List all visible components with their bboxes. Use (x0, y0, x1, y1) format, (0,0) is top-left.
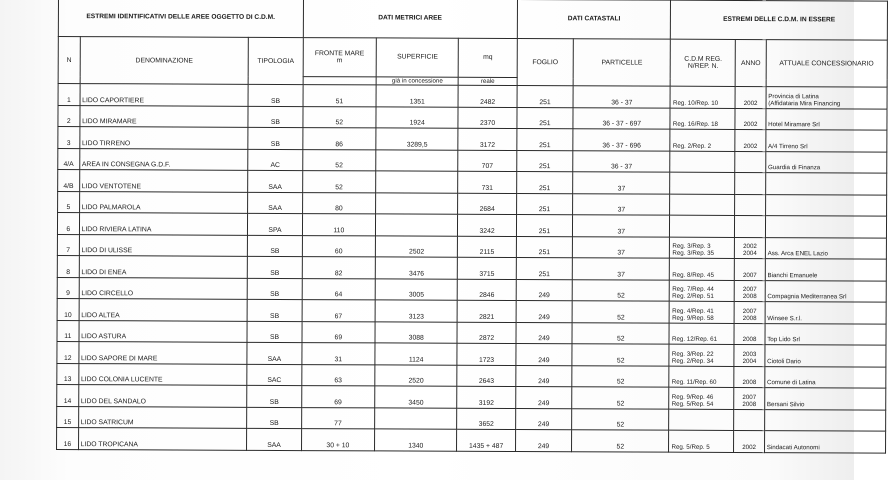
row-cdm-line: Reg. 2/Rep. 2 (672, 142, 712, 150)
row-denominazione: LIDO MIRAMARE (80, 106, 249, 128)
row-concessionario-line: Top Lido Srl (767, 336, 800, 344)
row-cdm (669, 323, 734, 345)
row-superficie-gia: 3088 (375, 322, 457, 344)
row-foglio: 249 (515, 430, 571, 452)
row-cdm (670, 280, 735, 302)
row-anno-line: 2008 (742, 400, 757, 408)
row-superficie-gia (375, 408, 457, 430)
row-denominazione: LIDO DI ULISSE (79, 235, 248, 257)
row-foglio: 251 (517, 107, 573, 129)
row-number: 11 (57, 320, 79, 342)
row-anno (735, 173, 765, 195)
row-anno (735, 259, 765, 281)
row-particelle: 52 (572, 301, 669, 323)
row-superficie-reale: 3652 (457, 408, 516, 430)
row-cdm-line: Reg. 2/Rep. 51 (672, 293, 714, 301)
row-tipologia: SB (248, 257, 302, 279)
row-cdm (670, 173, 735, 195)
row-particelle: 36 - 37 - 696 (573, 129, 670, 151)
row-cdm-line (672, 229, 732, 236)
row-denominazione: LIDO TROPICANA (78, 428, 247, 450)
row-denominazione: LIDO ASTURA (79, 320, 248, 342)
row-tipologia: SAA (247, 343, 301, 365)
row-particelle: 36 - 37 - 697 (573, 108, 670, 130)
col-tipologia-header: TIPOLOGIA (249, 37, 303, 85)
row-fronte-mare: 31 (301, 343, 375, 365)
row-cdm-line (673, 207, 733, 214)
group-metrici-header: DATI METRICI AREE (303, 0, 517, 39)
row-concessionario (766, 130, 887, 152)
row-superficie-gia: 3450 (375, 386, 457, 408)
row-anno-line: 2007 (742, 307, 757, 315)
row-cdm-line: Reg. 11/Rep. 60 (671, 379, 717, 387)
row-anno (735, 216, 765, 238)
row-number: 1 (58, 84, 80, 106)
row-anno (734, 302, 764, 324)
row-anno (734, 388, 764, 410)
row-superficie-gia: 2520 (375, 365, 457, 387)
row-anno (735, 280, 765, 302)
row-anno-line (737, 207, 762, 214)
row-number: 12 (57, 342, 79, 364)
row-foglio: 249 (515, 408, 571, 430)
col-gia-concessione-header: già in concessione (376, 77, 458, 86)
row-number: 9 (57, 277, 79, 299)
row-anno-line: 2004 (742, 357, 757, 365)
group-catastali-header: DATI CATASTALI (517, 0, 671, 39)
row-cdm (670, 130, 735, 152)
row-tipologia: SB (248, 85, 302, 107)
row-foglio: 249 (516, 344, 572, 366)
row-fronte-mare: 60 (302, 235, 376, 257)
row-fronte-mare: 82 (302, 257, 376, 279)
col-fronte-mare-header (303, 38, 377, 77)
row-cdm (670, 108, 735, 130)
row-concessionario-line (768, 229, 884, 237)
row-concessionario (765, 216, 886, 238)
row-foglio: 251 (516, 215, 572, 237)
row-fronte-mare: 63 (301, 364, 375, 386)
row-anno-line: 2008 (742, 336, 757, 344)
row-anno (734, 409, 764, 431)
table-body (57, 84, 888, 453)
row-superficie-gia: 1124 (375, 343, 457, 365)
row-particelle: 52 (572, 366, 669, 388)
col-anno-header: ANNO (736, 39, 767, 87)
row-anno-line (738, 164, 763, 171)
row-tipologia: SAA (247, 429, 301, 451)
row-number: 16 (57, 428, 79, 450)
row-tipologia: AC (248, 149, 302, 171)
row-superficie-reale: 3172 (458, 129, 517, 151)
row-concessionario-line: A/4 Tirreno Srl (768, 143, 808, 151)
row-anno-line: 2003 (742, 350, 757, 358)
col-foglio-header: FOGLIO (517, 39, 573, 87)
row-tipologia: SB (248, 300, 302, 322)
row-number: 14 (57, 385, 79, 407)
row-number: 13 (57, 363, 79, 385)
row-superficie-gia: 1351 (376, 85, 458, 107)
row-tipologia: SB (248, 128, 302, 150)
row-anno (734, 366, 764, 388)
row-foglio: 251 (516, 193, 572, 215)
row-anno (734, 323, 764, 345)
row-superficie-reale: 3715 (458, 258, 517, 280)
row-number: 7 (57, 234, 79, 256)
row-cdm-line: Reg. 8/Rep. 45 (672, 271, 714, 279)
row-anno-line (737, 229, 762, 236)
row-anno-line (738, 186, 763, 193)
row-anno (735, 151, 765, 173)
group-identificativi-header: ESTREMI IDENTIFICATIVI DELLE AREE OGGETTO DI C.D.M. (58, 0, 303, 38)
row-tipologia: SB (247, 321, 301, 343)
row-fronte-mare: 86 (302, 128, 376, 150)
row-foglio: 251 (517, 150, 573, 172)
row-concessionario (764, 388, 885, 410)
row-anno (735, 194, 765, 216)
row-particelle: 52 (572, 344, 669, 366)
row-cdm (670, 259, 735, 281)
row-denominazione: LIDO SATRICUM (78, 406, 247, 428)
row-fronte-mare: 77 (301, 407, 375, 429)
row-fronte-mare: 69 (301, 386, 375, 408)
row-tipologia: SAA (248, 171, 302, 193)
row-concessionario-line: Comune di Latina (767, 379, 816, 387)
row-concessionario-line: Bersani Silvio (766, 401, 805, 409)
row-anno-line: 2002 (743, 99, 758, 107)
row-concessionario (766, 108, 887, 130)
row-cdm-line: Reg. 12/Rep. 61 (671, 336, 718, 344)
row-superficie-reale: 2370 (458, 107, 517, 129)
row-anno-line: 2007 (742, 286, 757, 294)
col-fronte-mare-sub (303, 77, 377, 86)
row-superficie-gia: 3123 (375, 300, 457, 322)
row-cdm-line: Reg. 5/Rep. 5 (671, 443, 710, 451)
row-number: 15 (57, 406, 79, 428)
row-fronte-mare: 52 (302, 171, 376, 193)
row-cdm-line: Reg. 7/Rep. 44 (672, 286, 714, 294)
row-anno (734, 345, 764, 367)
row-tipologia: SB (247, 407, 301, 429)
row-superficie-gia (376, 171, 458, 193)
row-particelle: 52 (572, 280, 669, 302)
row-denominazione: LIDO PALMAROLA (79, 192, 248, 214)
row-tipologia: SB (248, 235, 302, 257)
row-particelle: 52 (572, 430, 669, 452)
row-fronte-mare: 52 (302, 106, 376, 128)
row-denominazione: LIDO TIRRENO (79, 127, 248, 149)
row-foglio: 251 (516, 172, 572, 194)
row-concessionario-line (768, 208, 884, 216)
row-concessionario-line (768, 186, 884, 194)
row-cdm-line: Reg. 3/Rep. 35 (672, 250, 715, 258)
row-foglio: 251 (516, 236, 572, 258)
row-cdm-line: Reg. 3/Rep. 22 (671, 350, 714, 358)
row-cdm (670, 237, 735, 259)
row-cdm-line: Reg. 5/Rep. 54 (671, 400, 714, 408)
table-row (57, 428, 886, 453)
row-number: 4/B (58, 170, 80, 192)
row-number: 8 (57, 256, 79, 278)
row-foglio: 251 (517, 129, 573, 151)
row-particelle: 52 (572, 387, 669, 409)
row-superficie-gia: 3476 (375, 257, 457, 279)
row-tipologia: SB (248, 278, 302, 300)
row-tipologia: SPA (248, 214, 302, 236)
row-cdm-line: Reg. 10/Rep. 10 (673, 99, 719, 107)
row-denominazione: LIDO ALTEA (79, 299, 248, 321)
row-cdm (669, 431, 734, 453)
group-estremi-header: ESTREMI DELLE C.D.M. IN ESSERE (671, 0, 888, 40)
row-superficie-gia: 2502 (375, 236, 457, 258)
row-concessionario-line: (Affidataria Mira Financing (768, 100, 841, 108)
row-anno-line: 2008 (742, 379, 757, 387)
row-cdm-line (673, 164, 733, 171)
row-concessionario-line: Winsee S.r.l. (767, 315, 803, 323)
row-foglio: 249 (516, 322, 572, 344)
row-particelle: 37 (573, 215, 670, 237)
col-denominazione-header: DENOMINAZIONE (80, 37, 249, 85)
row-concessionario (765, 237, 886, 259)
row-number: 4/A (58, 148, 80, 170)
row-anno-line: 2002 (743, 121, 758, 129)
row-cdm-line: Reg. 2/Rep. 34 (671, 357, 714, 365)
row-superficie-reale: 707 (458, 150, 517, 172)
row-concessionario (765, 302, 886, 324)
row-concessionario (765, 259, 886, 281)
row-number: 2 (58, 105, 80, 127)
row-cdm (669, 345, 734, 367)
row-concessionario-line: Bianchi Emanuele (767, 272, 818, 280)
row-fronte-mare: 80 (302, 192, 376, 214)
row-denominazione: LIDO VENTOTENE (79, 170, 248, 192)
row-anno (735, 237, 765, 259)
row-tipologia: SAC (247, 364, 301, 386)
row-concessionario-line: Guardia di Finanza (767, 164, 821, 172)
row-fronte-mare: 69 (302, 321, 376, 343)
row-denominazione: LIDO DI ENEA (79, 256, 248, 278)
row-concessionario (765, 194, 886, 216)
row-cdm-line (672, 422, 732, 429)
row-superficie-reale: 3192 (457, 387, 516, 409)
row-anno-line: 2002 (742, 443, 756, 451)
row-concessionario-line: Ciotoli Dario (767, 358, 801, 366)
row-superficie-gia (376, 193, 458, 215)
col-particelle-header: PARTICELLE (573, 39, 671, 87)
row-concessionario (764, 431, 885, 453)
row-denominazione: LIDO CAPORTIERE (80, 84, 249, 106)
row-concessionario (765, 366, 886, 388)
row-cdm (670, 216, 735, 238)
row-denominazione: LIDO DEL SANDALO (78, 385, 247, 407)
concessions-table (56, 0, 888, 454)
row-superficie-reale: 2846 (458, 279, 517, 301)
row-concessionario-line (767, 423, 883, 431)
row-denominazione: AREA IN CONSEGNA G.D.F. (79, 149, 248, 171)
row-cdm (671, 87, 736, 109)
row-superficie-reale: 2684 (458, 193, 517, 215)
row-cdm (670, 151, 735, 173)
row-concessionario (765, 345, 886, 367)
row-superficie-reale: 1435 + 487 (457, 430, 516, 452)
row-concessionario-line: Hotel Miramare Srl (768, 121, 820, 129)
col-superficie-unit: mq (459, 38, 518, 77)
row-superficie-gia: 3289,5 (376, 128, 458, 150)
row-foglio: 249 (516, 279, 572, 301)
row-anno (735, 130, 765, 152)
row-denominazione: LIDO COLONIA LUCENTE (78, 363, 247, 385)
row-anno (735, 108, 765, 130)
row-number: 10 (57, 299, 79, 321)
col-superficie-header: SUPERFICIE (376, 38, 458, 77)
row-anno (735, 87, 765, 109)
row-concessionario-line: Ass. Arca ENEL Lazio (767, 250, 828, 258)
row-concessionario (764, 409, 885, 431)
row-denominazione: LIDO SAPORE DI MARE (79, 342, 248, 364)
row-foglio: 249 (516, 387, 572, 409)
row-cdm (670, 302, 735, 324)
row-superficie-gia: 3005 (375, 279, 457, 301)
row-particelle: 37 (573, 194, 670, 216)
row-number: 5 (58, 191, 80, 213)
row-cdm (669, 388, 734, 410)
row-foglio: 249 (516, 301, 572, 323)
row-anno (734, 431, 764, 453)
row-concessionario-line: Compagnia Mediterranea Srl (767, 293, 847, 301)
row-fronte-mare: 51 (303, 85, 377, 107)
row-anno-line: 2004 (743, 250, 757, 258)
col-reale-header: reale (458, 77, 517, 86)
row-superficie-reale: 3242 (458, 215, 517, 237)
row-cdm-line (673, 186, 733, 193)
row-particelle: 36 - 37 (573, 86, 670, 108)
row-cdm-line: Reg. 3/Rep. 3 (672, 243, 711, 251)
row-cdm (670, 194, 735, 216)
row-anno-line: 2008 (742, 293, 757, 301)
row-anno-line: 2002 (743, 142, 758, 150)
row-particelle: 52 (572, 409, 669, 431)
row-concessionario-line: Sindacati Autonomi (766, 444, 820, 452)
fronte-mare-label: FRONTE MARE (314, 49, 365, 57)
row-anno-line: 2007 (742, 271, 757, 279)
row-cdm (669, 366, 734, 388)
row-superficie-reale: 1723 (457, 344, 516, 366)
row-cdm (669, 409, 734, 431)
row-superficie-gia (376, 150, 458, 172)
row-superficie-reale: 2115 (458, 236, 517, 258)
row-anno-line: 2002 (743, 243, 757, 251)
row-cdm-line: Reg. 4/Rep. 41 (672, 307, 714, 315)
row-cdm-line: Reg. 9/Rep. 46 (671, 393, 714, 401)
fronte-mare-unit: m (336, 57, 343, 65)
row-anno-line: 2008 (742, 314, 757, 322)
row-fronte-mare: 64 (302, 278, 376, 300)
row-number: 3 (58, 127, 80, 149)
row-fronte-mare: 52 (302, 149, 376, 171)
row-number: 6 (57, 213, 79, 235)
row-superficie-gia: 1340 (375, 429, 457, 451)
row-concessionario (765, 280, 886, 302)
row-concessionario (765, 323, 886, 345)
row-fronte-mare: 110 (302, 214, 376, 236)
row-anno-line (737, 422, 762, 429)
row-tipologia: SAA (248, 192, 302, 214)
row-anno-line: 2007 (742, 393, 757, 401)
col-n-header: N (58, 37, 80, 85)
row-particelle: 37 (573, 172, 670, 194)
row-particelle: 52 (572, 323, 669, 345)
col-concessionario-header: ATTUALE CONCESSIONARIO (766, 40, 888, 88)
row-cdm-line: Reg. 16/Rep. 18 (672, 121, 719, 129)
row-particelle: 37 (572, 258, 669, 280)
row-concessionario (766, 87, 887, 109)
row-tipologia: SB (247, 386, 301, 408)
row-concessionario (765, 151, 886, 173)
row-particelle: 36 - 37 (573, 151, 670, 173)
row-concessionario-line: Provincia di Latina (768, 93, 819, 101)
row-concessionario (765, 173, 886, 195)
row-superficie-reale: 2643 (457, 365, 516, 387)
row-superficie-reale: 2482 (458, 86, 517, 108)
col-cdm-header: C.D.M REG. N/REP. N. (671, 39, 736, 87)
row-superficie-reale: 731 (458, 172, 517, 194)
row-superficie-reale: 2872 (457, 322, 516, 344)
row-fronte-mare: 67 (302, 300, 376, 322)
row-tipologia: SB (248, 106, 302, 128)
row-fronte-mare: 30 + 10 (301, 429, 375, 451)
row-superficie-gia (376, 214, 458, 236)
row-particelle: 37 (572, 237, 669, 259)
row-superficie-gia: 1924 (376, 107, 458, 129)
row-foglio: 251 (516, 258, 572, 280)
row-denominazione: LIDO RIVIERA LATINA (79, 213, 248, 235)
row-foglio: 251 (517, 86, 573, 108)
row-superficie-reale: 2821 (457, 301, 516, 323)
row-cdm-line: Reg. 9/Rep. 58 (672, 314, 714, 322)
row-foglio: 249 (516, 365, 572, 387)
row-denominazione: LIDO CIRCELLO (79, 278, 248, 300)
